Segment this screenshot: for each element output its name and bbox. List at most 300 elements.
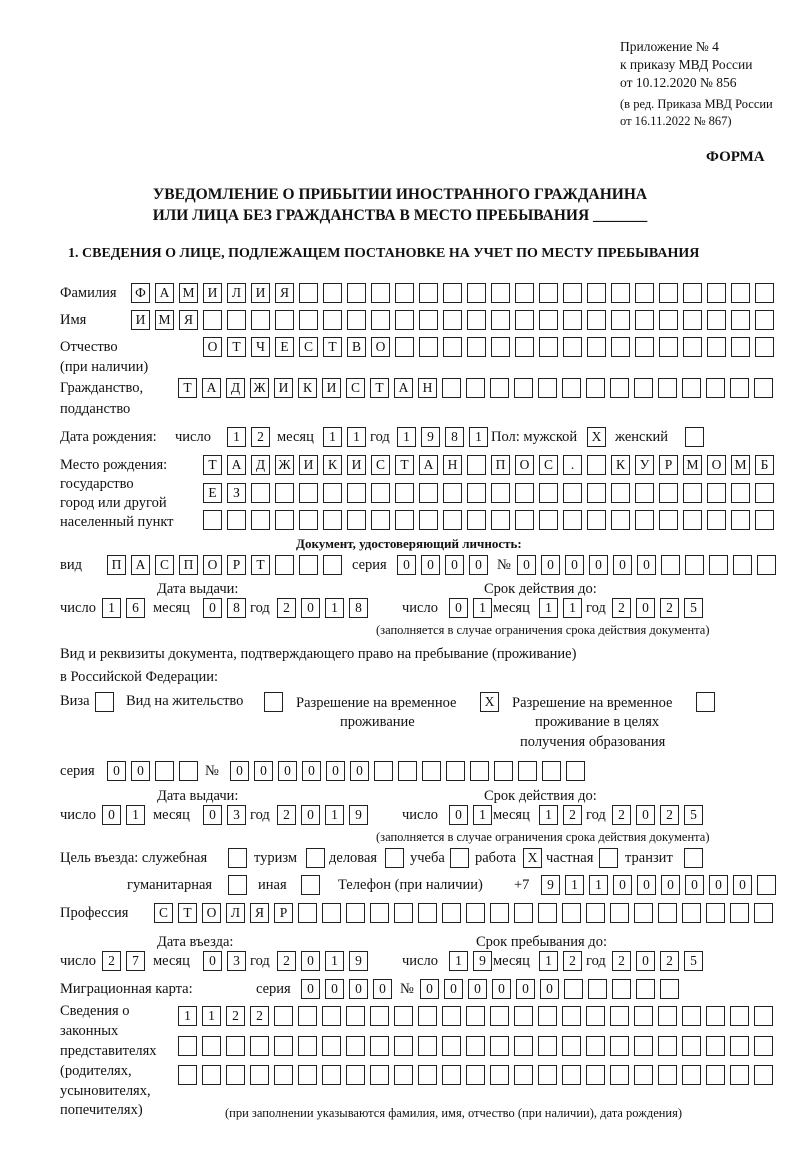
phone-cell[interactable]: 0 <box>613 875 632 895</box>
purpose-official-checkbox[interactable] <box>228 848 247 868</box>
profession-cell[interactable] <box>730 903 749 923</box>
name-cell[interactable] <box>203 310 222 330</box>
citizenship-cell[interactable] <box>490 378 509 398</box>
birthplace-row1-cell[interactable] <box>587 455 606 475</box>
birthplace-row3-cell[interactable] <box>635 510 654 530</box>
representatives-row2-cell[interactable] <box>586 1036 605 1056</box>
birthplace-row3-cell[interactable] <box>395 510 414 530</box>
patronymic-cell[interactable]: Т <box>227 337 246 357</box>
representatives-row3-cell[interactable] <box>514 1065 533 1085</box>
citizenship-cell[interactable]: И <box>274 378 293 398</box>
permit-valid-day-cell[interactable]: 0 <box>449 805 468 825</box>
phone-cell[interactable]: 0 <box>709 875 728 895</box>
patronymic-cell[interactable]: Ч <box>251 337 270 357</box>
migration-number-cell[interactable] <box>564 979 583 999</box>
birthplace-row3-cell[interactable] <box>299 510 318 530</box>
representatives-row3-cell[interactable] <box>466 1065 485 1085</box>
name-cell[interactable] <box>467 310 486 330</box>
doc-number-cell[interactable]: 0 <box>613 555 632 575</box>
birthplace-row3-cell[interactable] <box>755 510 774 530</box>
patronymic-cell[interactable] <box>491 337 510 357</box>
representatives-row3-cell[interactable] <box>538 1065 557 1085</box>
permit-issue-month-cell[interactable]: 0 <box>203 805 222 825</box>
doc-issue-year-cell[interactable]: 2 <box>277 598 296 618</box>
surname-cell[interactable] <box>587 283 606 303</box>
profession-cell[interactable]: С <box>154 903 173 923</box>
phone-cell[interactable] <box>757 875 776 895</box>
name-cell[interactable] <box>227 310 246 330</box>
name-cell[interactable] <box>683 310 702 330</box>
surname-cell[interactable] <box>611 283 630 303</box>
representatives-row2-cell[interactable] <box>730 1036 749 1056</box>
surname-cell[interactable] <box>659 283 678 303</box>
citizenship-cell[interactable] <box>730 378 749 398</box>
representatives-row3-cell[interactable] <box>658 1065 677 1085</box>
surname-cell[interactable] <box>563 283 582 303</box>
citizenship-cell[interactable]: И <box>322 378 341 398</box>
birthplace-row3-cell[interactable] <box>683 510 702 530</box>
permit-number-cell[interactable] <box>446 761 465 781</box>
permit-number-cell[interactable]: 0 <box>350 761 369 781</box>
profession-cell[interactable] <box>682 903 701 923</box>
birthplace-row2-cell[interactable] <box>611 483 630 503</box>
birthplace-row3-cell[interactable] <box>443 510 462 530</box>
migration-number-cell[interactable]: 0 <box>492 979 511 999</box>
phone-cell[interactable]: 9 <box>541 875 560 895</box>
permit-issue-year-cell[interactable]: 9 <box>349 805 368 825</box>
doc-number-cell[interactable]: 0 <box>541 555 560 575</box>
permit-valid-day-cell[interactable]: 1 <box>473 805 492 825</box>
permit-number-cell[interactable] <box>518 761 537 781</box>
patronymic-cell[interactable]: Е <box>275 337 294 357</box>
phone-cell[interactable]: 0 <box>685 875 704 895</box>
surname-cell[interactable]: Ф <box>131 283 150 303</box>
representatives-row3-cell[interactable] <box>634 1065 653 1085</box>
birthplace-row3-cell[interactable] <box>251 510 270 530</box>
permit-number-cell[interactable] <box>542 761 561 781</box>
doc-type-cell[interactable]: А <box>131 555 150 575</box>
doc-issue-year-cell[interactable]: 1 <box>325 598 344 618</box>
surname-cell[interactable]: А <box>155 283 174 303</box>
visa-checkbox[interactable] <box>95 692 114 712</box>
birthplace-row2-cell[interactable] <box>707 483 726 503</box>
representatives-row2-cell[interactable] <box>322 1036 341 1056</box>
birthplace-row2-cell[interactable] <box>587 483 606 503</box>
migration-series-cell[interactable]: 0 <box>301 979 320 999</box>
representatives-row3-cell[interactable] <box>322 1065 341 1085</box>
phone-cell[interactable]: 0 <box>661 875 680 895</box>
patronymic-cell[interactable] <box>659 337 678 357</box>
stay-day-cell[interactable]: 9 <box>473 951 492 971</box>
doc-valid-year-cell[interactable]: 2 <box>660 598 679 618</box>
surname-cell[interactable] <box>299 283 318 303</box>
patronymic-cell[interactable] <box>611 337 630 357</box>
birth-day-cell[interactable]: 1 <box>227 427 246 447</box>
name-cell[interactable] <box>299 310 318 330</box>
birthplace-row3-cell[interactable] <box>611 510 630 530</box>
profession-cell[interactable]: Я <box>250 903 269 923</box>
doc-type-cell[interactable]: О <box>203 555 222 575</box>
surname-cell[interactable] <box>491 283 510 303</box>
birthplace-row1-cell[interactable]: И <box>299 455 318 475</box>
doc-number-cell[interactable] <box>709 555 728 575</box>
birthplace-row2-cell[interactable] <box>755 483 774 503</box>
representatives-row3-cell[interactable] <box>586 1065 605 1085</box>
representatives-row1-cell[interactable] <box>442 1006 461 1026</box>
name-cell[interactable] <box>707 310 726 330</box>
birthplace-row3-cell[interactable] <box>731 510 750 530</box>
doc-issue-day-cell[interactable]: 1 <box>102 598 121 618</box>
doc-issue-year-cell[interactable]: 0 <box>301 598 320 618</box>
birth-year-cell[interactable]: 1 <box>397 427 416 447</box>
representatives-row3-cell[interactable] <box>370 1065 389 1085</box>
birthplace-row1-cell[interactable]: О <box>515 455 534 475</box>
citizenship-cell[interactable] <box>754 378 773 398</box>
doc-number-cell[interactable] <box>757 555 776 575</box>
doc-number-cell[interactable]: 0 <box>517 555 536 575</box>
representatives-row2-cell[interactable] <box>490 1036 509 1056</box>
birthplace-row3-cell[interactable] <box>323 510 342 530</box>
migration-number-cell[interactable]: 0 <box>540 979 559 999</box>
name-cell[interactable] <box>275 310 294 330</box>
birth-year-cell[interactable]: 9 <box>421 427 440 447</box>
representatives-row3-cell[interactable] <box>682 1065 701 1085</box>
profession-cell[interactable]: Р <box>274 903 293 923</box>
permit-series-cell[interactable] <box>155 761 174 781</box>
migration-number-cell[interactable] <box>612 979 631 999</box>
migration-series-cell[interactable]: 0 <box>349 979 368 999</box>
migration-series-cell[interactable]: 0 <box>325 979 344 999</box>
migration-number-cell[interactable] <box>636 979 655 999</box>
representatives-row1-cell[interactable] <box>634 1006 653 1026</box>
birthplace-row3-cell[interactable] <box>659 510 678 530</box>
representatives-row2-cell[interactable] <box>682 1036 701 1056</box>
representatives-row2-cell[interactable] <box>658 1036 677 1056</box>
birthplace-row2-cell[interactable] <box>683 483 702 503</box>
birth-month-cell[interactable]: 1 <box>323 427 342 447</box>
birthplace-row1-cell[interactable]: П <box>491 455 510 475</box>
surname-cell[interactable] <box>323 283 342 303</box>
birthplace-row1-cell[interactable]: О <box>707 455 726 475</box>
citizenship-cell[interactable] <box>466 378 485 398</box>
representatives-row2-cell[interactable] <box>562 1036 581 1056</box>
doc-number-cell[interactable]: 0 <box>589 555 608 575</box>
representatives-row2-cell[interactable] <box>610 1036 629 1056</box>
birthplace-row3-cell[interactable] <box>275 510 294 530</box>
temp-residence-checkbox[interactable]: X <box>480 692 499 712</box>
entry-year-cell[interactable]: 2 <box>277 951 296 971</box>
migration-number-cell[interactable]: 0 <box>516 979 535 999</box>
patronymic-cell[interactable] <box>563 337 582 357</box>
profession-cell[interactable] <box>346 903 365 923</box>
permit-valid-month-cell[interactable]: 2 <box>563 805 582 825</box>
profession-cell[interactable] <box>538 903 557 923</box>
citizenship-cell[interactable] <box>442 378 461 398</box>
surname-cell[interactable]: Я <box>275 283 294 303</box>
birthplace-row2-cell[interactable] <box>275 483 294 503</box>
representatives-row3-cell[interactable] <box>490 1065 509 1085</box>
birthplace-row1-cell[interactable]: М <box>731 455 750 475</box>
name-cell[interactable] <box>347 310 366 330</box>
stay-month-cell[interactable]: 2 <box>563 951 582 971</box>
permit-issue-day-cell[interactable]: 1 <box>126 805 145 825</box>
surname-cell[interactable] <box>707 283 726 303</box>
citizenship-cell[interactable]: Н <box>418 378 437 398</box>
representatives-row3-cell[interactable] <box>730 1065 749 1085</box>
representatives-row1-cell[interactable] <box>562 1006 581 1026</box>
permit-number-cell[interactable] <box>566 761 585 781</box>
profession-cell[interactable] <box>442 903 461 923</box>
doc-valid-day-cell[interactable]: 1 <box>473 598 492 618</box>
patronymic-cell[interactable]: В <box>347 337 366 357</box>
stay-year-cell[interactable]: 0 <box>636 951 655 971</box>
birthplace-row1-cell[interactable]: Б <box>755 455 774 475</box>
representatives-row2-cell[interactable] <box>202 1036 221 1056</box>
name-cell[interactable] <box>443 310 462 330</box>
patronymic-cell[interactable] <box>419 337 438 357</box>
permit-issue-year-cell[interactable]: 0 <box>301 805 320 825</box>
birthplace-row1-cell[interactable]: С <box>539 455 558 475</box>
birthplace-row2-cell[interactable] <box>299 483 318 503</box>
citizenship-cell[interactable] <box>658 378 677 398</box>
permit-valid-year-cell[interactable]: 2 <box>612 805 631 825</box>
name-cell[interactable] <box>731 310 750 330</box>
name-cell[interactable] <box>395 310 414 330</box>
permit-number-cell[interactable] <box>470 761 489 781</box>
representatives-row1-cell[interactable] <box>514 1006 533 1026</box>
phone-cell[interactable]: 0 <box>637 875 656 895</box>
birthplace-row1-cell[interactable]: Т <box>203 455 222 475</box>
birthplace-row3-cell[interactable] <box>563 510 582 530</box>
birth-year-cell[interactable]: 8 <box>445 427 464 447</box>
permit-number-cell[interactable]: 0 <box>326 761 345 781</box>
birthplace-row3-cell[interactable] <box>347 510 366 530</box>
representatives-row1-cell[interactable] <box>538 1006 557 1026</box>
birthplace-row2-cell[interactable] <box>635 483 654 503</box>
profession-cell[interactable] <box>562 903 581 923</box>
representatives-row1-cell[interactable] <box>346 1006 365 1026</box>
citizenship-cell[interactable]: Т <box>178 378 197 398</box>
permit-number-cell[interactable]: 0 <box>302 761 321 781</box>
doc-valid-year-cell[interactable]: 5 <box>684 598 703 618</box>
surname-cell[interactable] <box>755 283 774 303</box>
birth-day-cell[interactable]: 2 <box>251 427 270 447</box>
representatives-row1-cell[interactable]: 2 <box>250 1006 269 1026</box>
purpose-study-checkbox[interactable] <box>450 848 469 868</box>
doc-series-cell[interactable]: 0 <box>469 555 488 575</box>
representatives-row3-cell[interactable] <box>346 1065 365 1085</box>
surname-cell[interactable] <box>683 283 702 303</box>
stay-year-cell[interactable]: 2 <box>612 951 631 971</box>
purpose-tourism-checkbox[interactable] <box>306 848 325 868</box>
entry-year-cell[interactable]: 9 <box>349 951 368 971</box>
birthplace-row2-cell[interactable] <box>323 483 342 503</box>
stay-year-cell[interactable]: 2 <box>660 951 679 971</box>
representatives-row2-cell[interactable] <box>514 1036 533 1056</box>
birthplace-row1-cell[interactable]: И <box>347 455 366 475</box>
birthplace-row2-cell[interactable] <box>731 483 750 503</box>
representatives-row1-cell[interactable] <box>706 1006 725 1026</box>
patronymic-cell[interactable] <box>395 337 414 357</box>
doc-type-cell[interactable] <box>275 555 294 575</box>
name-cell[interactable]: М <box>155 310 174 330</box>
permit-issue-day-cell[interactable]: 0 <box>102 805 121 825</box>
representatives-row2-cell[interactable] <box>466 1036 485 1056</box>
surname-cell[interactable] <box>347 283 366 303</box>
profession-cell[interactable] <box>586 903 605 923</box>
name-cell[interactable] <box>419 310 438 330</box>
doc-series-cell[interactable]: 0 <box>445 555 464 575</box>
birthplace-row3-cell[interactable] <box>539 510 558 530</box>
doc-valid-year-cell[interactable]: 2 <box>612 598 631 618</box>
doc-issue-month-cell[interactable]: 0 <box>203 598 222 618</box>
patronymic-cell[interactable] <box>539 337 558 357</box>
representatives-row2-cell[interactable] <box>250 1036 269 1056</box>
citizenship-cell[interactable] <box>634 378 653 398</box>
surname-cell[interactable] <box>371 283 390 303</box>
patronymic-cell[interactable]: Т <box>323 337 342 357</box>
permit-number-cell[interactable] <box>494 761 513 781</box>
name-cell[interactable] <box>539 310 558 330</box>
permit-valid-year-cell[interactable]: 5 <box>684 805 703 825</box>
doc-type-cell[interactable]: Т <box>251 555 270 575</box>
permit-issue-year-cell[interactable]: 2 <box>277 805 296 825</box>
citizenship-cell[interactable] <box>538 378 557 398</box>
name-cell[interactable]: Я <box>179 310 198 330</box>
citizenship-cell[interactable]: Ж <box>250 378 269 398</box>
name-cell[interactable] <box>251 310 270 330</box>
name-cell[interactable] <box>587 310 606 330</box>
representatives-row3-cell[interactable] <box>706 1065 725 1085</box>
representatives-row3-cell[interactable] <box>754 1065 773 1085</box>
name-cell[interactable] <box>755 310 774 330</box>
doc-series-cell[interactable]: 0 <box>397 555 416 575</box>
citizenship-cell[interactable]: К <box>298 378 317 398</box>
representatives-row1-cell[interactable]: 1 <box>202 1006 221 1026</box>
representatives-row3-cell[interactable] <box>202 1065 221 1085</box>
doc-valid-year-cell[interactable]: 0 <box>636 598 655 618</box>
permit-valid-month-cell[interactable]: 1 <box>539 805 558 825</box>
name-cell[interactable] <box>635 310 654 330</box>
birthplace-row3-cell[interactable] <box>515 510 534 530</box>
permit-number-cell[interactable]: 0 <box>278 761 297 781</box>
representatives-row2-cell[interactable] <box>418 1036 437 1056</box>
patronymic-cell[interactable] <box>467 337 486 357</box>
representatives-row1-cell[interactable] <box>394 1006 413 1026</box>
birthplace-row1-cell[interactable]: А <box>419 455 438 475</box>
surname-cell[interactable] <box>731 283 750 303</box>
patronymic-cell[interactable]: О <box>371 337 390 357</box>
birthplace-row1-cell[interactable]: К <box>611 455 630 475</box>
migration-series-cell[interactable]: 0 <box>373 979 392 999</box>
representatives-row1-cell[interactable] <box>682 1006 701 1026</box>
patronymic-cell[interactable] <box>443 337 462 357</box>
birthplace-row3-cell[interactable] <box>371 510 390 530</box>
citizenship-cell[interactable] <box>586 378 605 398</box>
entry-day-cell[interactable]: 7 <box>126 951 145 971</box>
birthplace-row1-cell[interactable]: Ж <box>275 455 294 475</box>
surname-cell[interactable]: М <box>179 283 198 303</box>
birthplace-row1-cell[interactable]: К <box>323 455 342 475</box>
stay-month-cell[interactable]: 1 <box>539 951 558 971</box>
representatives-row3-cell[interactable] <box>226 1065 245 1085</box>
birthplace-row1-cell[interactable]: Н <box>443 455 462 475</box>
name-cell[interactable] <box>659 310 678 330</box>
entry-month-cell[interactable]: 0 <box>203 951 222 971</box>
doc-number-cell[interactable] <box>661 555 680 575</box>
doc-issue-year-cell[interactable]: 8 <box>349 598 368 618</box>
representatives-row3-cell[interactable] <box>298 1065 317 1085</box>
purpose-business-checkbox[interactable] <box>385 848 404 868</box>
doc-type-cell[interactable]: П <box>179 555 198 575</box>
representatives-row2-cell[interactable] <box>706 1036 725 1056</box>
doc-type-cell[interactable]: С <box>155 555 174 575</box>
representatives-row1-cell[interactable] <box>754 1006 773 1026</box>
profession-cell[interactable]: О <box>202 903 221 923</box>
surname-cell[interactable] <box>419 283 438 303</box>
patronymic-cell[interactable]: С <box>299 337 318 357</box>
birthplace-row2-cell[interactable]: З <box>227 483 246 503</box>
name-cell[interactable] <box>371 310 390 330</box>
permit-number-cell[interactable] <box>374 761 393 781</box>
permit-valid-year-cell[interactable]: 2 <box>660 805 679 825</box>
permit-series-cell[interactable]: 0 <box>131 761 150 781</box>
patronymic-cell[interactable] <box>755 337 774 357</box>
citizenship-cell[interactable] <box>706 378 725 398</box>
surname-cell[interactable] <box>515 283 534 303</box>
patronymic-cell[interactable] <box>707 337 726 357</box>
patronymic-cell[interactable] <box>635 337 654 357</box>
doc-series-cell[interactable]: 0 <box>421 555 440 575</box>
profession-cell[interactable] <box>634 903 653 923</box>
doc-valid-month-cell[interactable]: 1 <box>539 598 558 618</box>
permit-issue-year-cell[interactable]: 1 <box>325 805 344 825</box>
patronymic-cell[interactable] <box>515 337 534 357</box>
birthplace-row1-cell[interactable]: У <box>635 455 654 475</box>
surname-cell[interactable] <box>635 283 654 303</box>
representatives-row1-cell[interactable] <box>658 1006 677 1026</box>
migration-number-cell[interactable]: 0 <box>444 979 463 999</box>
entry-day-cell[interactable]: 2 <box>102 951 121 971</box>
citizenship-cell[interactable] <box>514 378 533 398</box>
sex-female-checkbox[interactable] <box>685 427 704 447</box>
citizenship-cell[interactable]: Д <box>226 378 245 398</box>
permit-number-cell[interactable]: 0 <box>230 761 249 781</box>
birth-month-cell[interactable]: 1 <box>347 427 366 447</box>
name-cell[interactable] <box>563 310 582 330</box>
profession-cell[interactable] <box>514 903 533 923</box>
representatives-row1-cell[interactable] <box>322 1006 341 1026</box>
permit-series-cell[interactable]: 0 <box>107 761 126 781</box>
representatives-row1-cell[interactable] <box>490 1006 509 1026</box>
profession-cell[interactable] <box>610 903 629 923</box>
purpose-other-checkbox[interactable] <box>301 875 320 895</box>
doc-issue-month-cell[interactable]: 8 <box>227 598 246 618</box>
representatives-row2-cell[interactable] <box>370 1036 389 1056</box>
representatives-row3-cell[interactable] <box>178 1065 197 1085</box>
permit-number-cell[interactable] <box>398 761 417 781</box>
birthplace-row1-cell[interactable]: . <box>563 455 582 475</box>
permit-issue-month-cell[interactable]: 3 <box>227 805 246 825</box>
representatives-row2-cell[interactable] <box>442 1036 461 1056</box>
birthplace-row2-cell[interactable] <box>659 483 678 503</box>
birthplace-row2-cell[interactable] <box>395 483 414 503</box>
profession-cell[interactable] <box>754 903 773 923</box>
patronymic-cell[interactable] <box>587 337 606 357</box>
birthplace-row1-cell[interactable]: С <box>371 455 390 475</box>
name-cell[interactable] <box>323 310 342 330</box>
doc-valid-month-cell[interactable]: 1 <box>563 598 582 618</box>
